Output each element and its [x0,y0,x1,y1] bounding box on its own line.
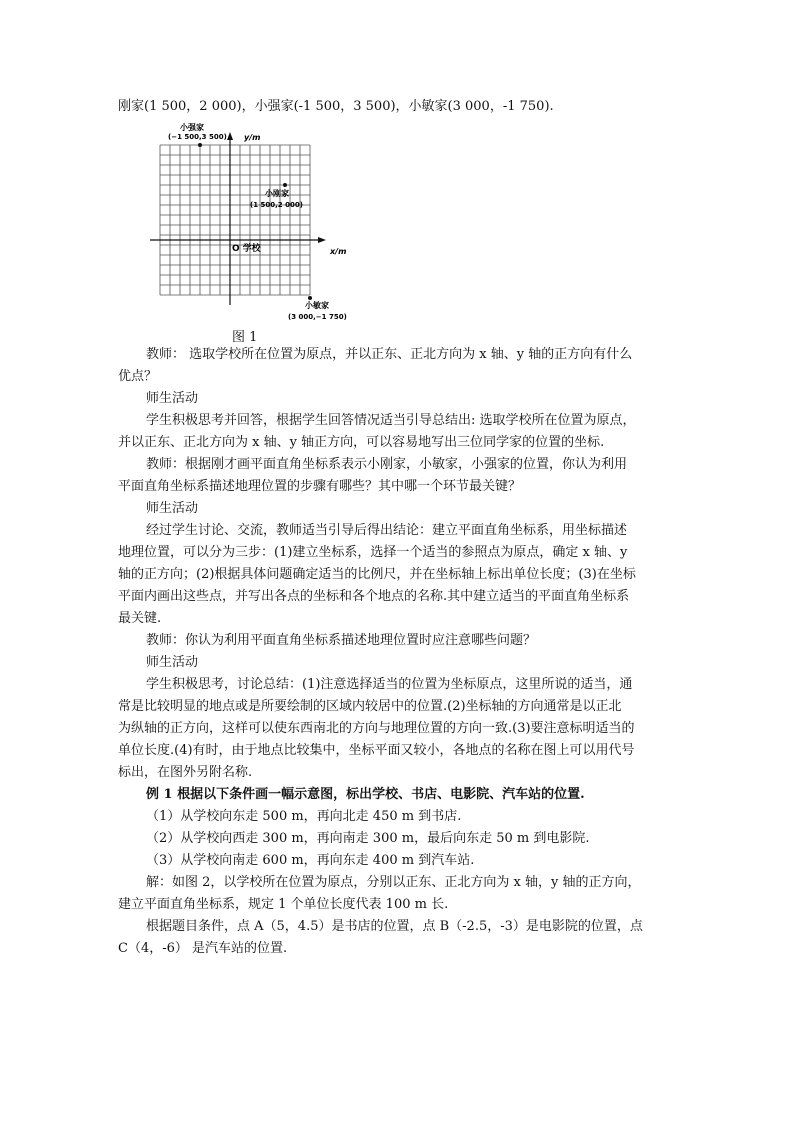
text-line: 根据题目条件，点 A（5，4.5）是书店的位置，点 B（-2.5，-3）是电影院的位置，点 [146,919,643,934]
text-line: 优点？ [118,369,158,384]
text-line: 师生活动 [146,391,199,406]
text-line: 平面内画出这些点，并写出各点的坐标和各个地点的名称.其中建立适当的平面直角坐标系 [118,589,630,604]
text-line: 单位长度.(4)有时，由于地点比较集中，坐标平面又较小，各地点的名称在图上可以用代号 [118,743,635,758]
point-coords: (3 000,−1 750) [288,313,347,321]
text-line: 并以正东、正北方向为 x 轴、y 轴正方向，可以容易地写出三位同学家的位置的坐标. [118,435,605,450]
text-line: 教师：你认为利用平面直角坐标系描述地理位置时应注意哪些问题？ [146,633,537,648]
coordinate-grid-svg [140,123,370,325]
text-line: 教师：根据刚才画平面直角坐标系表示小刚家，小敏家，小强家的位置，你认为利用 [146,457,628,472]
text-line: 标出，在图外另附名称. [118,765,253,780]
text-line: 师生活动 [146,655,199,670]
point-coords: (−1 500,3 500) [168,133,227,141]
text-line: 为纵轴的正方向，这样可以使东西南北的方向与地理位置的方向一致.(3)要注意标明适当的 [118,721,635,736]
text-line: （2）从学校向西走 300 m，再向南走 300 m，最后向东走 50 m 到电影院. [146,831,590,846]
text-line: （3）从学校向南走 600 m，再向东走 400 m 到汽车站. [146,853,475,868]
text-line: 学生积极思考，讨论总结：(1)注意选择适当的位置为坐标原点，这里所说的适当，通 [146,677,633,692]
x-axis-label: x/m [330,247,347,256]
text-line: （1）从学校向东走 500 m，再向北走 450 m 到书店. [146,809,462,824]
text-line: 轴的正方向；(2)根据具体问题确定适当的比例尺，并在坐标轴上标出单位长度；(3)在坐标 [118,567,636,582]
text-line: 常是比较明显的地点或是所要绘制的区域内较居中的位置.(2)坐标轴的方向通常是以正北 [118,699,622,714]
text-line: 学生积极思考并回答，根据学生回答情况适当引导总结出: 选取学校所在位置为原点， [146,413,636,428]
example-heading: 例 1 根据以下条件画一幅示意图，标出学校、书店、电影院、汽车站的位置. [146,787,585,802]
text-line: 解：如图 2，以学校所在位置为原点，分别以正东、正北方向为 x 轴，y 轴的正方向， [146,875,641,890]
text-line: C（4，-6） 是汽车站的位置. [118,941,288,956]
point-xiaoqiang [198,143,202,147]
text-line: 教师： 选取学校所在位置为原点，并以正东、正北方向为 x 轴、y 轴的正方向有什么 [146,347,633,362]
text-line: 经过学生讨论、交流，教师适当引导后得出结论：建立平面直角坐标系，用坐标描述 [146,523,628,538]
text-line: 最关键. [118,611,162,626]
point-xiaogang [283,183,287,187]
point-label: 小刚家 [265,189,289,198]
grid-lines [160,145,310,295]
figure-coordinate-grid [140,123,370,325]
y-axis-label: y/m [244,133,261,142]
x-axis-arrow [318,237,326,243]
text-line: 地理位置，可以分为三步：(1)建立坐标系，选择一个适当的参照点为原点，确定 x 轴、y [118,545,628,560]
point-label: 小强家 [180,123,204,132]
text-line: 建立平面直角坐标系，规定 1 个单位长度代表 100 m 长. [118,897,449,912]
text-line: 平面直角坐标系描述地理位置的步骤有哪些？其中哪一个环节最关键？ [118,479,522,494]
point-label: 小敏家 [305,301,329,310]
text-line: 刚家(1 500，2 000)，小强家(-1 500，3 500)，小敏家(3 000，-1 750). [118,99,554,114]
point-coords: (1 500,2 000) [250,201,303,209]
text-line: 师生活动 [146,501,199,516]
y-axis-arrow [227,132,233,140]
origin-label: O 学校 [232,244,261,254]
figure-caption: 图 1 [232,330,258,345]
point-xiaomin [308,296,312,300]
